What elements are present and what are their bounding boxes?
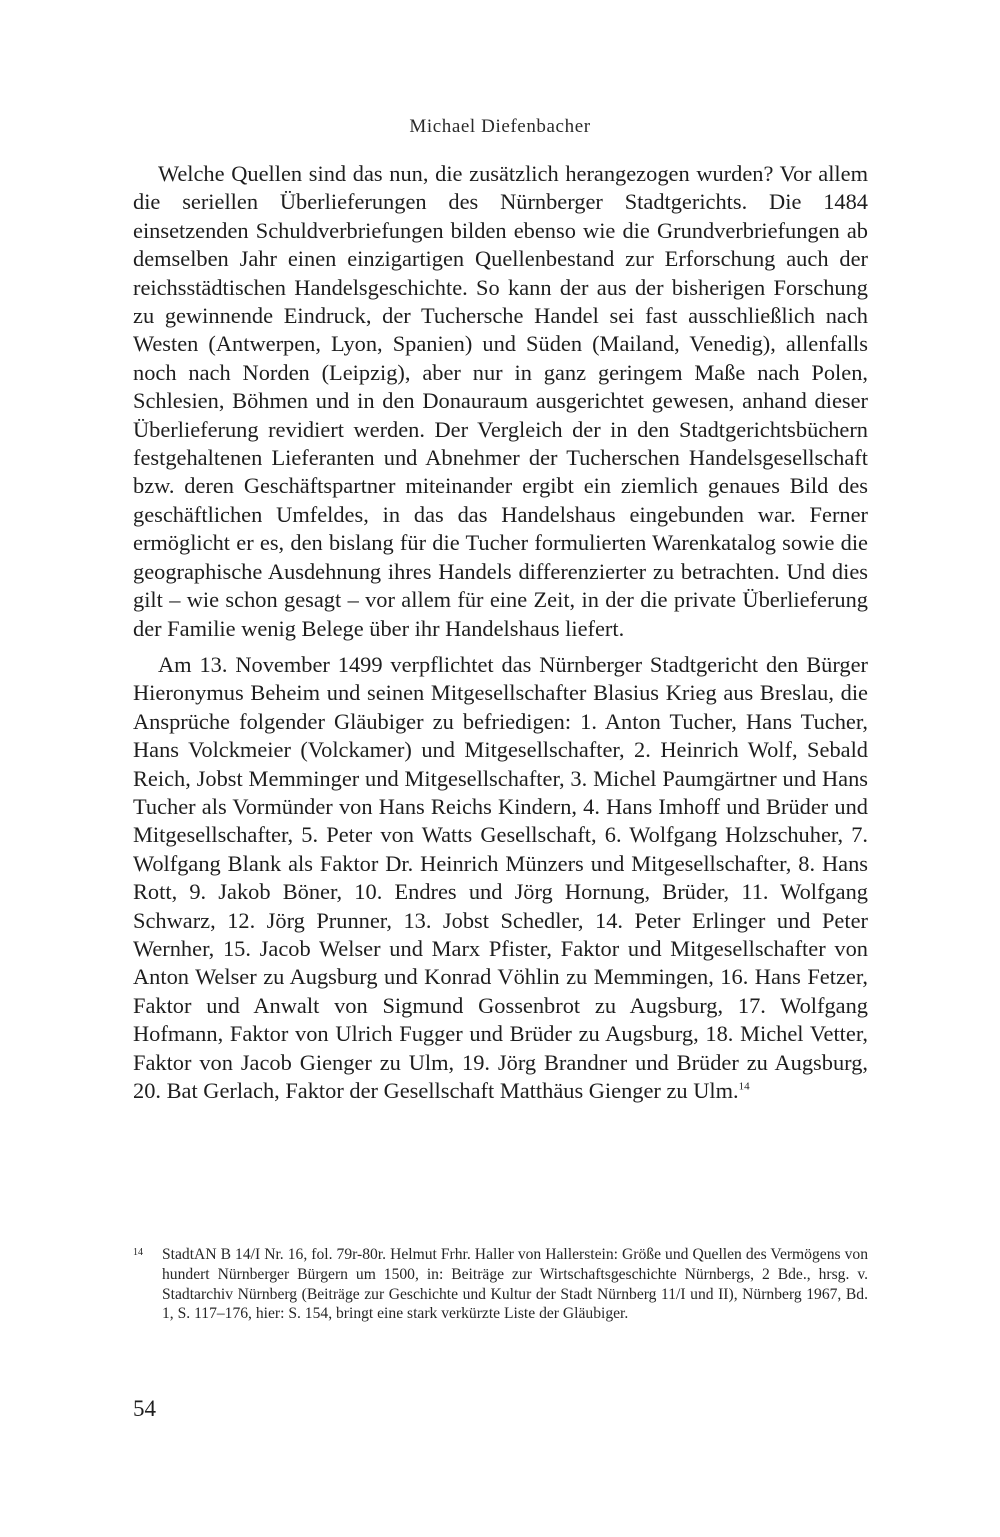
page-number: 54 <box>133 1396 156 1421</box>
running-head: Michael Diefenbacher <box>409 116 591 137</box>
footnote-14 <box>133 1245 868 1324</box>
footnote-text: StadtAN B 14/I Nr. 16, fol. 79r-80r. Helmut Frhr. Haller von Hallerstein: Größe und Quellen des Vermögens von hundert Nürnberger Bürgern um 1500, in: Beiträge zur Wirtschaftsgeschichte Nürnbergs, 2 Bde., hrsg. v. Stadtarchiv Nürnberg (Beiträge zur Geschichte und Kultur der Stadt Nürnberg 11/I und II), Nürnberg 1967, Bd. 1, S. 117–176, hier: S. 154, bringt eine stark verkürzte Liste der Gläubiger. <box>162 1246 868 1323</box>
footnotes <box>133 1245 868 1324</box>
paragraph-1: Welche Quellen sind das nun, die zusätzlich herangezogen wurden? Vor allem die seriellen Überlieferungen des Nürnberger Stadtgerichts. Die 1484 einsetzenden Schuldverbriefungen bilden ebenso wie die Grundverbriefungen ab demselben Jahr einen einzigartigen Quellenbestand zur Erforschung auch der reichsstädtischen Handelsgeschichte. So kann der aus der bisherigen Forschung zu gewinnende Eindruck, der Tuchersche Handel sei fast ausschließlich nach Westen (Antwerpen, Lyon, Spanien) und Süden (Mailand, Venedig), allenfalls noch nach Norden (Leipzig), aber nur in ganz geringem Maße nach Polen, Schlesien, Böhmen und in den Donauraum ausgerichtet gewesen, anhand dieser Überlieferung revidiert werden. Der Vergleich der in den Stadtgerichtsbüchern festgehaltenen Lieferanten und Abnehmer der Tucherschen Handelsgesellschaft bzw. deren Geschäftspartner miteinander ergibt ein ziemlich genaues Bild des geschäftlichen Umfeldes, in das das Handelshaus eingebunden war. Ferner ermöglicht er es, den bislang für die Tucher formulierten Warenkatalog sowie die geographische Ausdehnung ihres Handels differenzierter zu betrachten. Und dies gilt – wie schon gesagt – vor allem für eine Zeit, in der die private Überlieferung der Familie wenig Belege über ihr Handelshaus liefert. <box>133 161 868 641</box>
body-text <box>133 160 868 1105</box>
footnote-reference[interactable]: 14 <box>738 1080 750 1093</box>
paragraph-2 <box>133 651 868 1106</box>
footnote-marker: 14 <box>133 1247 143 1258</box>
paragraph-2-text: Am 13. November 1499 verpflichtet das Nürnberger Stadtgericht den Bürger Hieronymus Beheim und seinen Mitgesellschafter Blasius Krieg aus Breslau, die Ansprüche folgender Gläubiger zu befriedigen: 1. Anton Tucher, Hans Tucher, Hans Volckmeier (Volckamer) und Mitgesellschafter, 2. Heinrich Wolf, Sebald Reich, Jobst Memminger und Mitgesellschafter, 3. Michel Paumgärtner und Hans Tucher als Vormünder von Hans Reichs Kindern, 4. Hans Imhoff und Brüder und Mitgesellschafter, 5. Peter von Watts Gesellschaft, 6. Wolfgang Holzschuher, 7. Wolfgang Blank als Faktor Dr. Heinrich Münzers und Mitgesellschafter, 8. Hans Rott, 9. Jakob Böner, 10. Endres und Jörg Hornung, Brüder, 11. Wolfgang Schwarz, 12. Jörg Prunner, 13. Jobst Schedler, 14. Peter Erlinger und Peter Wernher, 15. Jacob Welser und Marx Pfister, Faktor und Mitgesellschafter von Anton Welser zu Augsburg und Konrad Vöhlin zu Memmingen, 16. Hans Fetzer, Faktor und Anwalt von Sigmund Gossenbrot zu Augsburg, 17. Wolfgang Hofmann, Faktor von Ulrich Fugger und Brüder zu Augsburg, 18. Michel Vetter, Faktor von Jacob Gienger zu Ulm, 19. Jörg Brandner und Brüder zu Augsburg, 20. Bat Gerlach, Faktor der Gesellschaft Matthäus Gienger zu Ulm. <box>133 651 868 1103</box>
